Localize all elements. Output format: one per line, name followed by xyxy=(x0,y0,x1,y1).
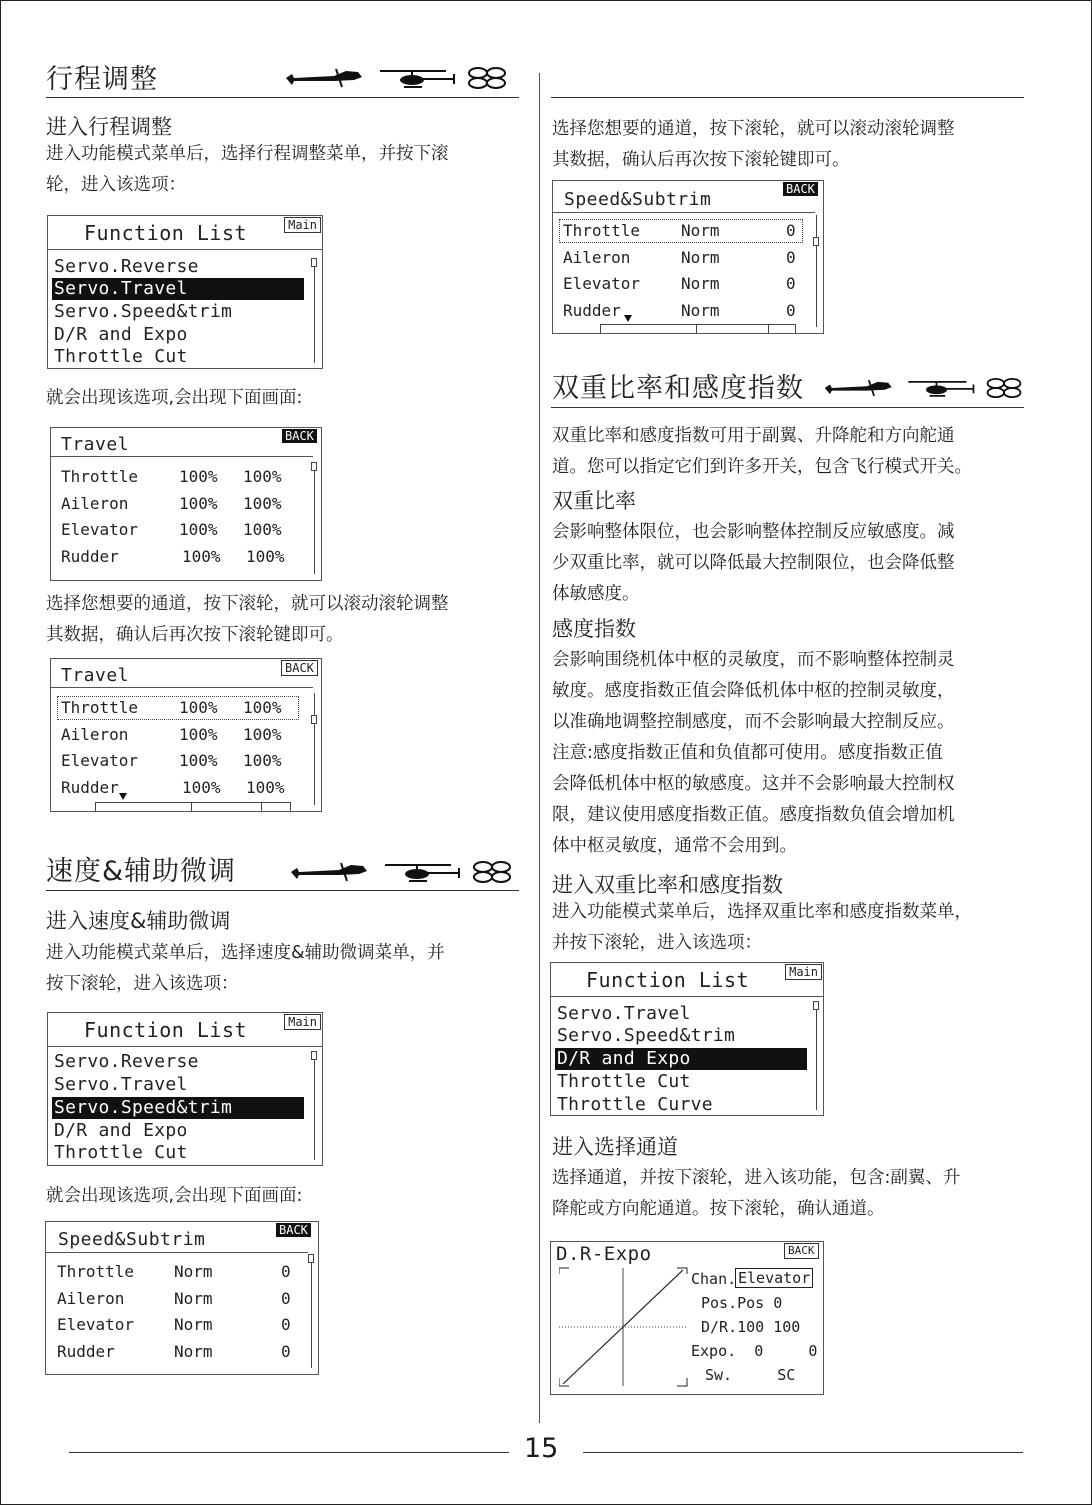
pos-value[interactable]: Pos.Pos 0 xyxy=(701,1294,783,1312)
section-title-dr-expo: 双重比率和感度指数 xyxy=(552,373,804,404)
menu-item-selected[interactable]: Servo.Speed&trim xyxy=(52,1097,304,1119)
dr-expo-screen xyxy=(550,1241,824,1395)
sub-heading: 进入行程调整 xyxy=(46,115,172,139)
travel-value[interactable]: 100% xyxy=(243,725,282,744)
menu-item[interactable]: D/R and Expo xyxy=(54,324,188,345)
subtrim-value[interactable]: 0 xyxy=(786,248,796,267)
menu-item-selected[interactable]: Servo.Travel xyxy=(52,278,304,300)
scrollbar[interactable] xyxy=(314,462,315,574)
channel-name[interactable]: Rudder xyxy=(61,778,119,797)
screen-title: Travel xyxy=(61,434,130,455)
channel-name[interactable]: Throttle xyxy=(61,698,139,717)
title-underline xyxy=(46,890,519,891)
subtrim-value[interactable]: 0 xyxy=(281,1315,291,1334)
channel-name[interactable]: Rudder xyxy=(61,547,119,566)
channel-name[interactable]: Elevator xyxy=(61,520,139,539)
back-button[interactable]: BACK xyxy=(281,660,318,676)
travel-value[interactable]: 100% xyxy=(243,494,282,513)
trim-scale xyxy=(95,802,291,811)
airplane-icon xyxy=(289,859,373,885)
paragraph: 进入功能模式菜单后，选择速度&辅助微调菜单，并 按下滚轮，进入该选项： xyxy=(46,943,445,994)
screen-title: Function List xyxy=(586,968,750,992)
scrollbar[interactable] xyxy=(816,1001,817,1110)
footer-rule-left xyxy=(69,1452,509,1453)
section-title-speed: 速度&辅助微调 xyxy=(46,856,237,887)
menu-item[interactable]: Servo.Travel xyxy=(54,1074,188,1095)
subtrim-value[interactable]: 0 xyxy=(281,1262,291,1281)
travel-value[interactable]: 100% xyxy=(179,751,218,770)
function-list-screen xyxy=(550,962,824,1116)
cursor-marker xyxy=(119,793,127,800)
channel-name[interactable]: Elevator xyxy=(61,751,139,770)
subtrim-value[interactable]: 0 xyxy=(786,274,796,293)
expo-curve-graph xyxy=(559,1262,689,1390)
back-button[interactable]: BACK xyxy=(784,1243,819,1259)
channel-name[interactable]: Aileron xyxy=(57,1289,125,1308)
back-button[interactable]: BACK xyxy=(783,182,818,196)
paragraph: 双重比率和感度指数可用于副翼、升降舵和方向舵通 道。您可以指定它们到许多开关，包含飞行模式开关。 xyxy=(552,426,972,477)
travel-value[interactable]: 100% xyxy=(179,494,218,513)
menu-item[interactable]: Servo.Speed&trim xyxy=(54,301,233,322)
speed-mode[interactable]: Norm xyxy=(681,248,720,267)
channel-name[interactable]: Rudder xyxy=(563,301,621,320)
switch-value[interactable]: Sw. SC xyxy=(705,1366,796,1384)
function-list-screen xyxy=(47,1012,323,1166)
function-list-screen xyxy=(47,215,323,369)
paragraph: 选择通道，并按下滚轮，进入该功能，包含:副翼、升 降舵或方向舵通道。按下滚轮，确认通道。 xyxy=(552,1168,961,1219)
subtrim-value[interactable]: 0 xyxy=(281,1342,291,1361)
travel-screen xyxy=(50,427,322,581)
travel-value[interactable]: 100% xyxy=(243,751,282,770)
main-button[interactable]: Main xyxy=(284,217,321,233)
paragraph: 选择您想要的通道，按下滚轮，就可以滚动滚轮调整 其数据，确认后再次按下滚轮键即可。 xyxy=(552,119,955,170)
speed-mode[interactable]: Norm xyxy=(174,1262,213,1281)
speed-subtrim-edit-screen xyxy=(552,180,824,334)
sub-heading: 进入速度&辅助微调 xyxy=(46,909,231,933)
speed-subtrim-screen xyxy=(45,1221,319,1375)
paragraph: 就会出现该选项,会出现下面画面: xyxy=(46,1186,303,1206)
back-button[interactable]: BACK xyxy=(276,1223,311,1237)
paragraph: 进入功能模式菜单后，选择双重比率和感度指数菜单， 并按下滚轮，进入该选项： xyxy=(552,902,972,953)
scrollbar[interactable] xyxy=(314,258,315,363)
travel-value[interactable]: 100% xyxy=(179,520,218,539)
subtrim-value[interactable]: 0 xyxy=(786,221,796,240)
travel-value[interactable]: 100% xyxy=(243,520,282,539)
chan-label: Chan. xyxy=(691,1270,737,1288)
menu-item[interactable]: D/R and Expo xyxy=(54,1120,188,1141)
airplane-icon xyxy=(823,376,897,400)
menu-item[interactable]: Throttle Curve xyxy=(557,1094,713,1115)
model-type-icons xyxy=(289,859,515,885)
channel-name[interactable]: Aileron xyxy=(61,494,129,513)
sub-heading: 双重比率 xyxy=(552,489,636,513)
quadcopter-icon xyxy=(464,65,510,91)
speed-mode[interactable]: Norm xyxy=(681,274,720,293)
screen-title: Function List xyxy=(84,221,248,245)
channel-name[interactable]: Rudder xyxy=(57,1342,115,1361)
main-button[interactable]: Main xyxy=(785,964,822,980)
dr-value[interactable]: D/R.100 100 xyxy=(701,1318,801,1336)
trim-scale xyxy=(600,324,796,333)
travel-value[interactable]: 100% xyxy=(246,778,285,797)
footer-rule-right xyxy=(583,1452,1023,1453)
screen-title: Function List xyxy=(84,1018,248,1042)
screen-title: Travel xyxy=(61,665,130,686)
back-button[interactable]: BACK xyxy=(282,429,317,443)
scrollbar[interactable] xyxy=(816,215,817,327)
helicopter-icon xyxy=(379,859,463,885)
paragraph: 会影响围绕机体中枢的灵敏度，而不影响整体控制灵 敏度。感度指数正值会降低机体中枢的控制灵敏度， 以准确地调整控制感度，而不会影响最大控制反应。 注意:感度指数正值和负值都可使用。感度指数正值 会降低机体中枢的敏感度。这并不会影响最大控制权 限，建议使用感度指数正值。感度指数负值会增加机 体中枢灵敏度，通常不会用到。 xyxy=(552,650,955,856)
travel-value[interactable]: 100% xyxy=(182,547,221,566)
menu-item[interactable]: Throttle Cut xyxy=(54,346,188,367)
screen-title: Speed&Subtrim xyxy=(58,1229,206,1250)
subtrim-value[interactable]: 0 xyxy=(281,1289,291,1308)
title-underline xyxy=(551,407,1024,408)
menu-item[interactable]: Servo.Reverse xyxy=(54,256,199,277)
paragraph: 进入功能模式菜单后，选择行程调整菜单，并按下滚 轮，进入该选项： xyxy=(46,144,449,195)
quadcopter-icon xyxy=(983,376,1025,400)
screen-title: D.R-Expo xyxy=(556,1243,652,1265)
helicopter-icon xyxy=(374,65,458,91)
paragraph: 就会出现该选项,会出现下面画面: xyxy=(46,388,303,408)
scrollbar[interactable] xyxy=(314,1051,315,1160)
travel-value[interactable]: 100% xyxy=(243,698,282,717)
sub-heading: 进入双重比率和感度指数 xyxy=(552,873,783,897)
menu-item[interactable]: Servo.Travel xyxy=(557,1003,691,1024)
speed-mode[interactable]: Norm xyxy=(174,1342,213,1361)
channel-name[interactable]: Throttle xyxy=(563,221,641,240)
travel-value[interactable]: 100% xyxy=(243,467,282,486)
main-button[interactable]: Main xyxy=(284,1014,321,1030)
travel-value[interactable]: 100% xyxy=(246,547,285,566)
scrollbar[interactable] xyxy=(314,693,315,805)
helicopter-icon xyxy=(903,376,977,400)
top-rule xyxy=(551,97,1024,98)
scrollbar[interactable] xyxy=(311,1254,312,1368)
channel-name[interactable]: Throttle xyxy=(61,467,139,486)
menu-item[interactable]: Throttle Cut xyxy=(54,1142,188,1163)
quadcopter-icon xyxy=(469,859,515,885)
travel-value[interactable]: 100% xyxy=(182,778,221,797)
channel-selector[interactable]: Elevator xyxy=(735,1268,813,1288)
menu-item[interactable]: Servo.Reverse xyxy=(54,1051,199,1072)
model-type-icons xyxy=(823,376,1025,400)
column-divider xyxy=(539,73,540,1423)
travel-value[interactable]: 100% xyxy=(179,725,218,744)
menu-item-selected[interactable]: D/R and Expo xyxy=(555,1048,807,1070)
travel-value[interactable]: 100% xyxy=(179,698,218,717)
sub-heading: 进入选择通道 xyxy=(552,1135,678,1159)
channel-name[interactable]: Throttle xyxy=(57,1262,135,1281)
channel-name[interactable]: Elevator xyxy=(563,274,641,293)
speed-mode[interactable]: Norm xyxy=(174,1289,213,1308)
title-underline xyxy=(46,97,519,98)
sub-heading: 感度指数 xyxy=(552,617,636,641)
subtrim-value[interactable]: 0 xyxy=(786,301,796,320)
paragraph: 会影响整体限位，也会影响整体控制反应敏感度。减 少双重比率，就可以降低最大控制限位，也会降低整 体敏感度。 xyxy=(552,522,955,604)
channel-name[interactable]: Aileron xyxy=(61,725,129,744)
paragraph: 选择您想要的通道，按下滚轮，就可以滚动滚轮调整 其数据，确认后再次按下滚轮键即可。 xyxy=(46,594,449,645)
airplane-icon xyxy=(284,65,368,91)
menu-item[interactable]: Servo.Speed&trim xyxy=(557,1025,736,1046)
cursor-marker xyxy=(624,315,632,322)
speed-mode[interactable]: Norm xyxy=(681,301,720,320)
speed-mode[interactable]: Norm xyxy=(174,1315,213,1334)
page-number: 15 xyxy=(524,1433,559,1464)
expo-value[interactable]: Expo. 0 0 xyxy=(691,1342,818,1360)
channel-name[interactable]: Aileron xyxy=(563,248,631,267)
model-type-icons xyxy=(284,65,510,91)
channel-name[interactable]: Elevator xyxy=(57,1315,135,1334)
screen-title: Speed&Subtrim xyxy=(564,189,712,210)
travel-edit-screen xyxy=(50,658,322,812)
travel-value[interactable]: 100% xyxy=(179,467,218,486)
menu-item[interactable]: Throttle Cut xyxy=(557,1071,691,1092)
speed-mode[interactable]: Norm xyxy=(681,221,720,240)
section-title-travel: 行程调整 xyxy=(46,64,158,95)
